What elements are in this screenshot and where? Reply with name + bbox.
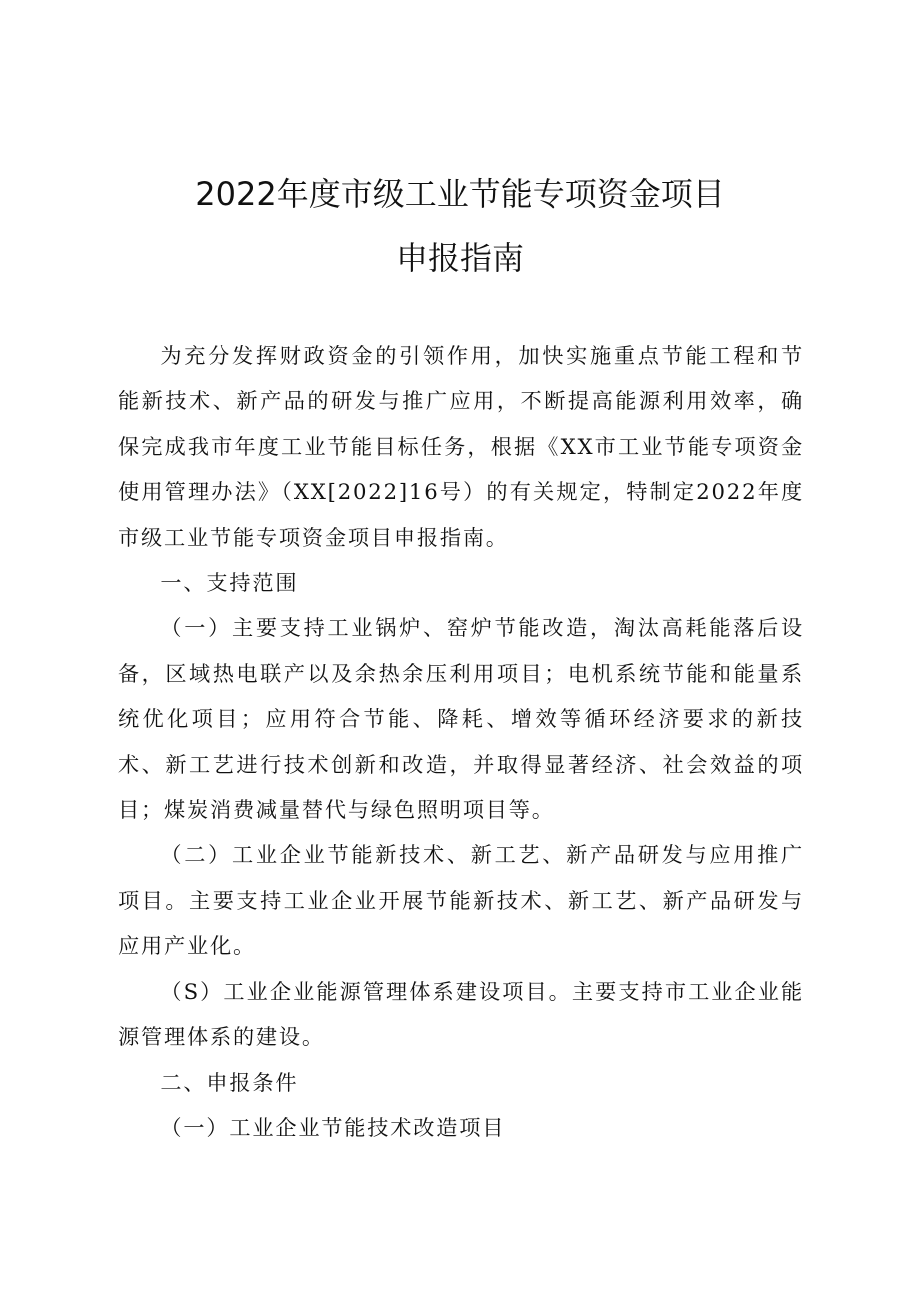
support-scope-item-2: （二）工业企业节能新技术、新工艺、新产品研发与应用推广项目。主要支持工业企业开展节能新技术、新工艺、新产品研发与应用产业化。 — [118, 842, 804, 959]
application-conditions-item-1: （一）工业企业节能技术改造项目 — [160, 1114, 506, 1140]
document-title-line2: 申报指南 — [395, 239, 524, 277]
support-scope-item-1: （一）主要支持工业锅炉、窑炉节能改造，淘汰高耗能落后设备，区域热电联产以及余热余压利用项目；电机系统节能和能量系统优化项目；应用符合节能、降耗、增效等循环经济要求的新技术、新工艺进行技术创新和改造，并取得显著经济、社会效益的项目；煤炭消费减量替代与绿色照明项目等。 — [118, 615, 804, 823]
section-heading-support-scope: 一、支持范围 — [160, 570, 299, 596]
intro-paragraph: 为充分发挥财政资金的引领作用，加快实施重点节能工程和节能新技术、新产品的研发与推广应用，不断提高能源利用效率，确保完成我市年度工业节能目标任务，根据《XX市工业节能专项资金使用管理办法》（XX[2022]16号）的有关规定，特制定2022年度市级工业节能专项资金项目申报指南。 — [118, 343, 804, 550]
document-title-line1: 2022年度市级工业节能专项资金项目 — [195, 175, 725, 213]
support-scope-item-3: （S）工业企业能源管理体系建设项目。主要支持市工业企业能源管理体系的建设。 — [118, 978, 804, 1050]
document-body — [118, 333, 804, 1150]
section-heading-application-conditions: 二、申报条件 — [160, 1069, 299, 1095]
